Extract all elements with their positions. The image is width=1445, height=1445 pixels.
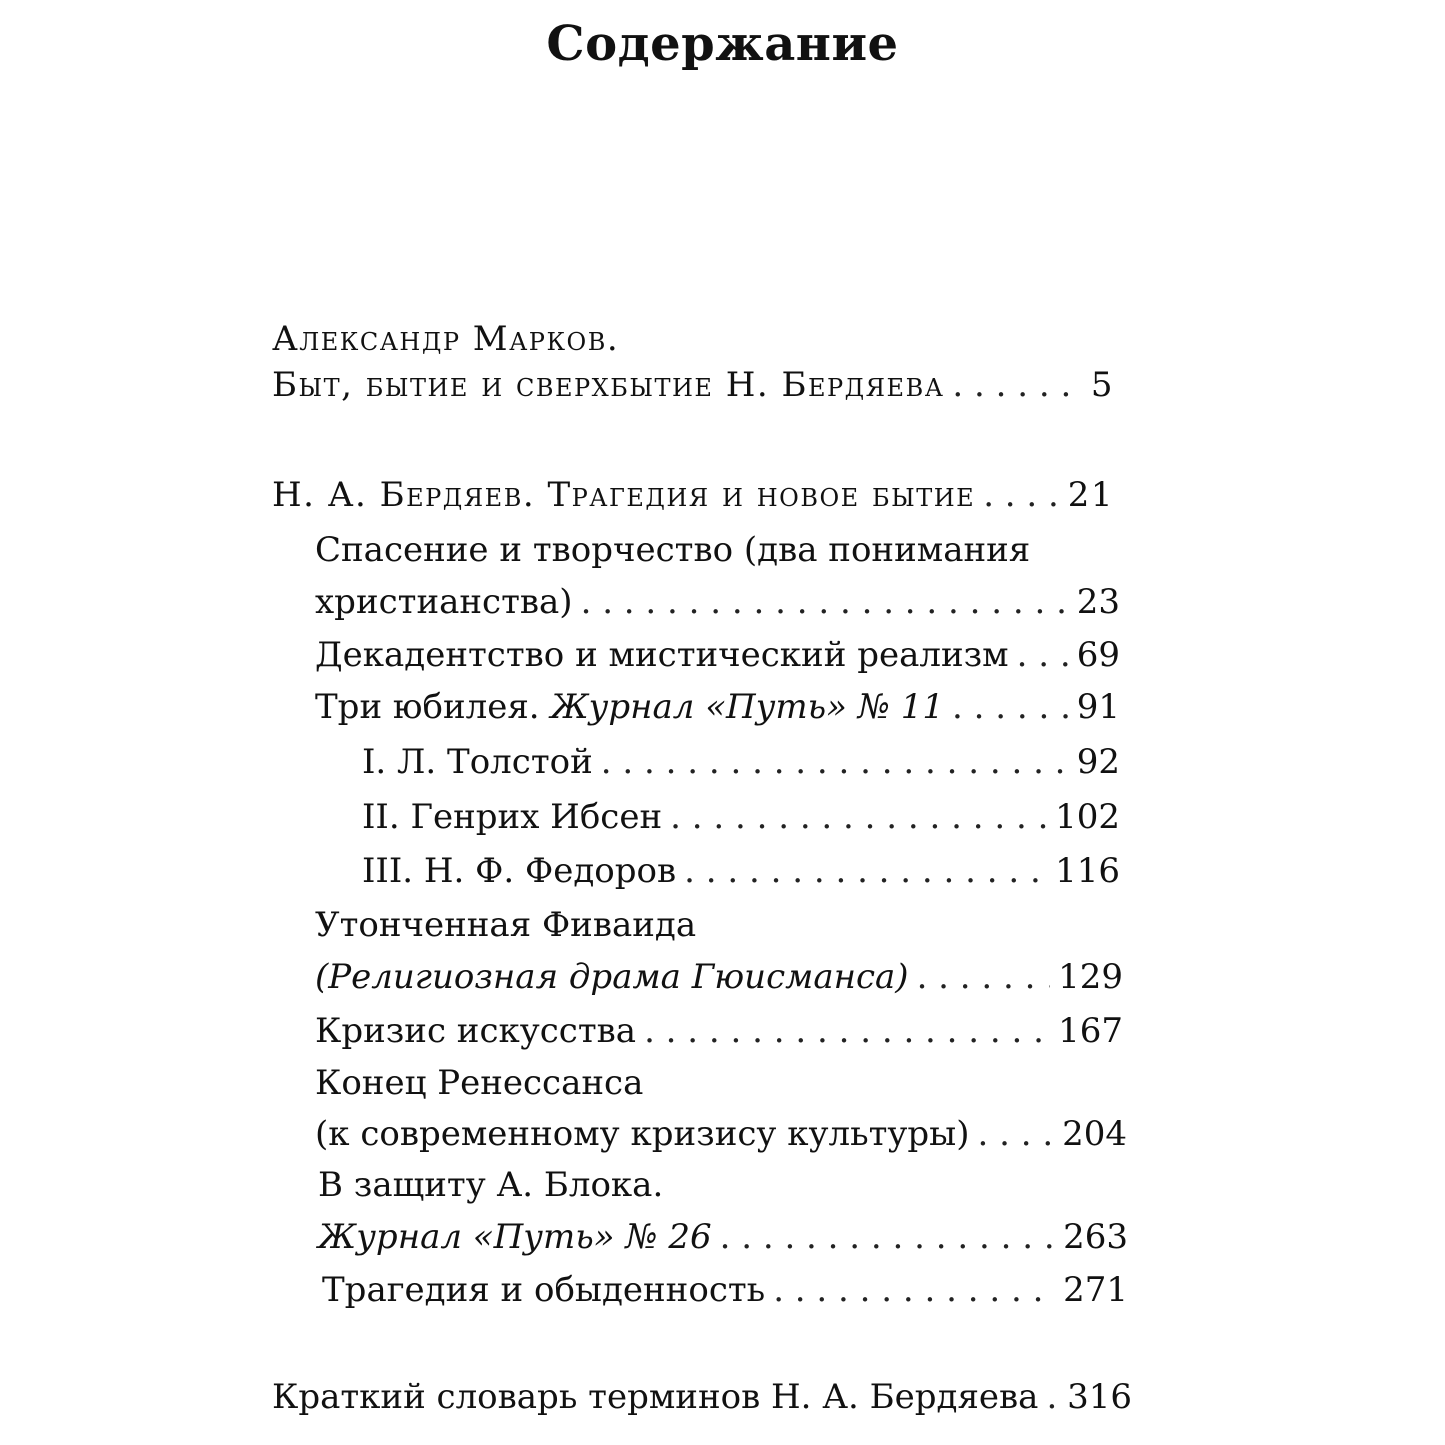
toc-entry-title: (Религиозная драма Гюисманса) — [315, 957, 909, 997]
toc-entry-blok-line1: В защиту А. Блока. — [318, 1165, 664, 1205]
toc-page-number: 102 — [1055, 797, 1120, 837]
toc-entry-title — [315, 687, 945, 727]
leader-dots — [720, 1220, 1056, 1254]
leader-dots — [601, 745, 1069, 779]
leader-dots — [670, 800, 1047, 834]
toc-entry-title: Декадентство и мистический реализм — [315, 635, 1009, 675]
toc-page-number: 23 — [1076, 582, 1120, 622]
toc-entry-title: Трагедия и обыденность — [322, 1270, 766, 1310]
toc-entry-ibsen[interactable] — [362, 797, 1120, 837]
leader-dots — [983, 478, 1060, 512]
toc-entry-title: I. Л. Толстой — [362, 742, 593, 782]
toc-page-number: 271 — [1063, 1270, 1128, 1310]
toc-entry-salvation[interactable] — [315, 582, 1120, 622]
leader-dots — [952, 690, 1069, 724]
toc-entry-title: Н. А. Бердяев. Трагедия и новое бытие — [272, 475, 976, 515]
toc-entry-title-italic: Журнал «Путь» № 11 — [550, 687, 945, 727]
leader-dots — [952, 368, 1082, 402]
toc-entry-title: Журнал «Путь» № 26 — [318, 1217, 712, 1257]
toc-entry-thebaid-line1: Утонченная Фиваида — [315, 905, 697, 945]
toc-entry-renaissance-line1: Конец Ренессанса — [315, 1063, 644, 1103]
toc-entry-dictionary[interactable] — [272, 1377, 1132, 1417]
toc-entry-decadence[interactable] — [315, 635, 1120, 675]
toc-page-number: 21 — [1067, 475, 1114, 515]
leader-dots — [917, 960, 1051, 994]
toc-entry-berdyaev-main[interactable] — [272, 475, 1114, 515]
toc-entry-blok[interactable] — [318, 1217, 1128, 1257]
toc-entry-title-plain: Три юбилея. — [315, 687, 551, 727]
toc-entry-fedorov[interactable] — [362, 851, 1120, 891]
toc-page-number: 116 — [1055, 851, 1120, 891]
toc-entry-title: Кризис искусства — [315, 1011, 637, 1051]
toc-entry-salvation-line1: Спасение и творчество (два понимания — [315, 530, 1031, 570]
toc-page-number: 92 — [1076, 742, 1120, 782]
leader-dots — [977, 1117, 1054, 1151]
toc-page-number: 167 — [1058, 1011, 1123, 1051]
toc-entry-renaissance[interactable] — [315, 1114, 1127, 1154]
toc-page-number: 316 — [1067, 1377, 1132, 1417]
toc-entry-title: Быт, бытие и сверхбытие Н. Бердяева — [272, 365, 945, 405]
leader-dots — [644, 1014, 1050, 1048]
toc-entry-markov[interactable] — [272, 365, 1114, 405]
toc-page-number: 204 — [1062, 1114, 1127, 1154]
leader-dots — [1046, 1380, 1059, 1414]
toc-entry-tragedy-everyday[interactable] — [322, 1270, 1128, 1310]
toc-entry-title: Краткий словарь терминов Н. А. Бердяева — [272, 1377, 1039, 1417]
toc-entry-tolstoy[interactable] — [362, 742, 1120, 782]
leader-dots — [581, 585, 1069, 619]
leader-dots — [684, 854, 1047, 888]
toc-page-number: 69 — [1076, 635, 1120, 675]
page-title: Содержание — [546, 16, 899, 72]
toc-page-number: 263 — [1063, 1217, 1128, 1257]
toc-entry-title: христианства) — [315, 582, 573, 622]
toc-entry-crisis-art[interactable] — [315, 1011, 1123, 1051]
toc-entry-title: (к современному кризису культуры) — [315, 1114, 970, 1154]
toc-entry-title: II. Генрих Ибсен — [362, 797, 663, 837]
leader-dots — [1017, 638, 1069, 672]
toc-entry-title: III. Н. Ф. Федоров — [362, 851, 677, 891]
toc-entry-jubilees[interactable] — [315, 687, 1120, 727]
toc-page-number: 91 — [1076, 687, 1120, 727]
toc-page-number: 129 — [1058, 957, 1123, 997]
toc-page-number: 5 — [1090, 365, 1114, 405]
toc-author-markov: Александр Марков. — [272, 319, 620, 359]
leader-dots — [773, 1273, 1055, 1307]
toc-entry-thebaid[interactable] — [315, 957, 1123, 997]
